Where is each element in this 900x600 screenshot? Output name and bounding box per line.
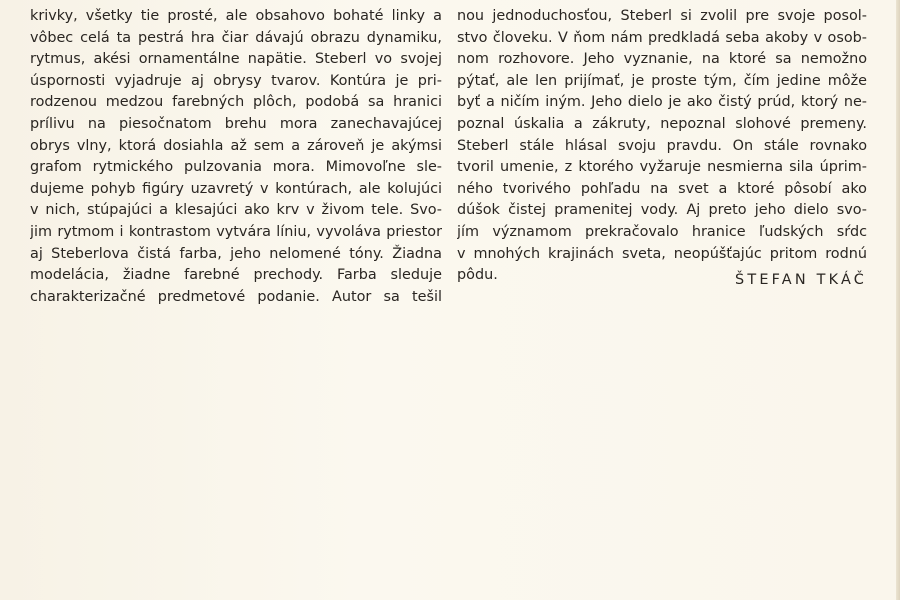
author-signature: ŠTEFAN TKÁČ [735,272,867,288]
text-line: pôdu. [457,267,498,284]
text-line: obrys vlny, ktorá dosiahla až sem a zároveň je akýmsi [30,137,442,154]
text-line: nom rozhovore. Jeho vyznanie, na ktoré sa nemožno [457,51,867,68]
text-line: krivky, všetky tie prosté, ale obsahovo bohaté linky a [30,8,442,24]
text-line: aj Steberlova čistá farba, jeho nelomené tóny. Žiadna [30,245,442,262]
page-edge [896,0,900,600]
right-text-column [457,0,867,287]
text-line: byť a ničím iným. Jeho dielo je ako čistý prúd, ktorý ne- [457,94,867,111]
text-line: modelácia, žiadne farebné prechody. Farba sleduje [30,267,442,284]
text-line: v nich, stúpajúci a klesajúci ako krv v živom tele. Svo- [30,202,442,219]
text-line: rytmus, akési ornamentálne napätie. Steberl vo svojej [30,51,442,68]
text-line: ného tvorivého pohľadu na svet a ktoré pôsobí ako [457,180,867,197]
text-line: úspornosti vyjadruje aj obrysy tvarov. Kontúra je pri- [30,72,442,89]
text-line: v mnohých krajinách sveta, neopúšťajúc pritom rodnú [457,245,867,262]
text-line: dujeme pohyb figúry uzavretý v kontúrach, ale kolujúci [30,180,442,197]
text-line: jím významom prekračovalo hranice ľudských sŕdc [457,223,867,240]
text-line: pýtať, ale len prijímať, je proste tým, čím jedine môže [457,72,867,89]
text-line: stvo človeku. V ňom nám predkladá seba akoby v osob- [457,29,867,46]
text-line: vôbec celá ta pestrá hra čiar dávajú obrazu dynamiku, [30,29,442,46]
text-line: charakterizačné predmetové podanie. Autor sa tešil [30,288,442,305]
left-column-clipped-line [30,0,442,6]
text-line: grafom rytmického pulzovania mora. Mimovoľne sle- [30,159,442,176]
text-line: Steberl stále hlásal svoju pravdu. On stále rovnako [457,137,867,154]
text-line: nou jednoduchosťou, Steberl si zvolil pre svoje posol- [457,8,867,24]
right-column-clipped-line [457,0,867,6]
text-line: tvoril umenie, z ktorého vyžaruje nesmierna sila úprim- [457,159,867,176]
text-line: rodzenou medzou farebných plôch, podobá sa hranici [30,94,442,111]
left-text-column [30,0,442,308]
text-line: prílivu na piesočnatom brehu mora zanechavajúcej [30,115,442,132]
text-line: poznal úskalia a zákruty, nepoznal slohové premeny. [457,115,867,132]
text-line: jim rytmom i kontrastom vytvára líniu, vyvoláva priestor [30,223,442,240]
text-line: dúšok čistej pramenitej vody. Aj preto jeho dielo svo- [457,202,867,219]
